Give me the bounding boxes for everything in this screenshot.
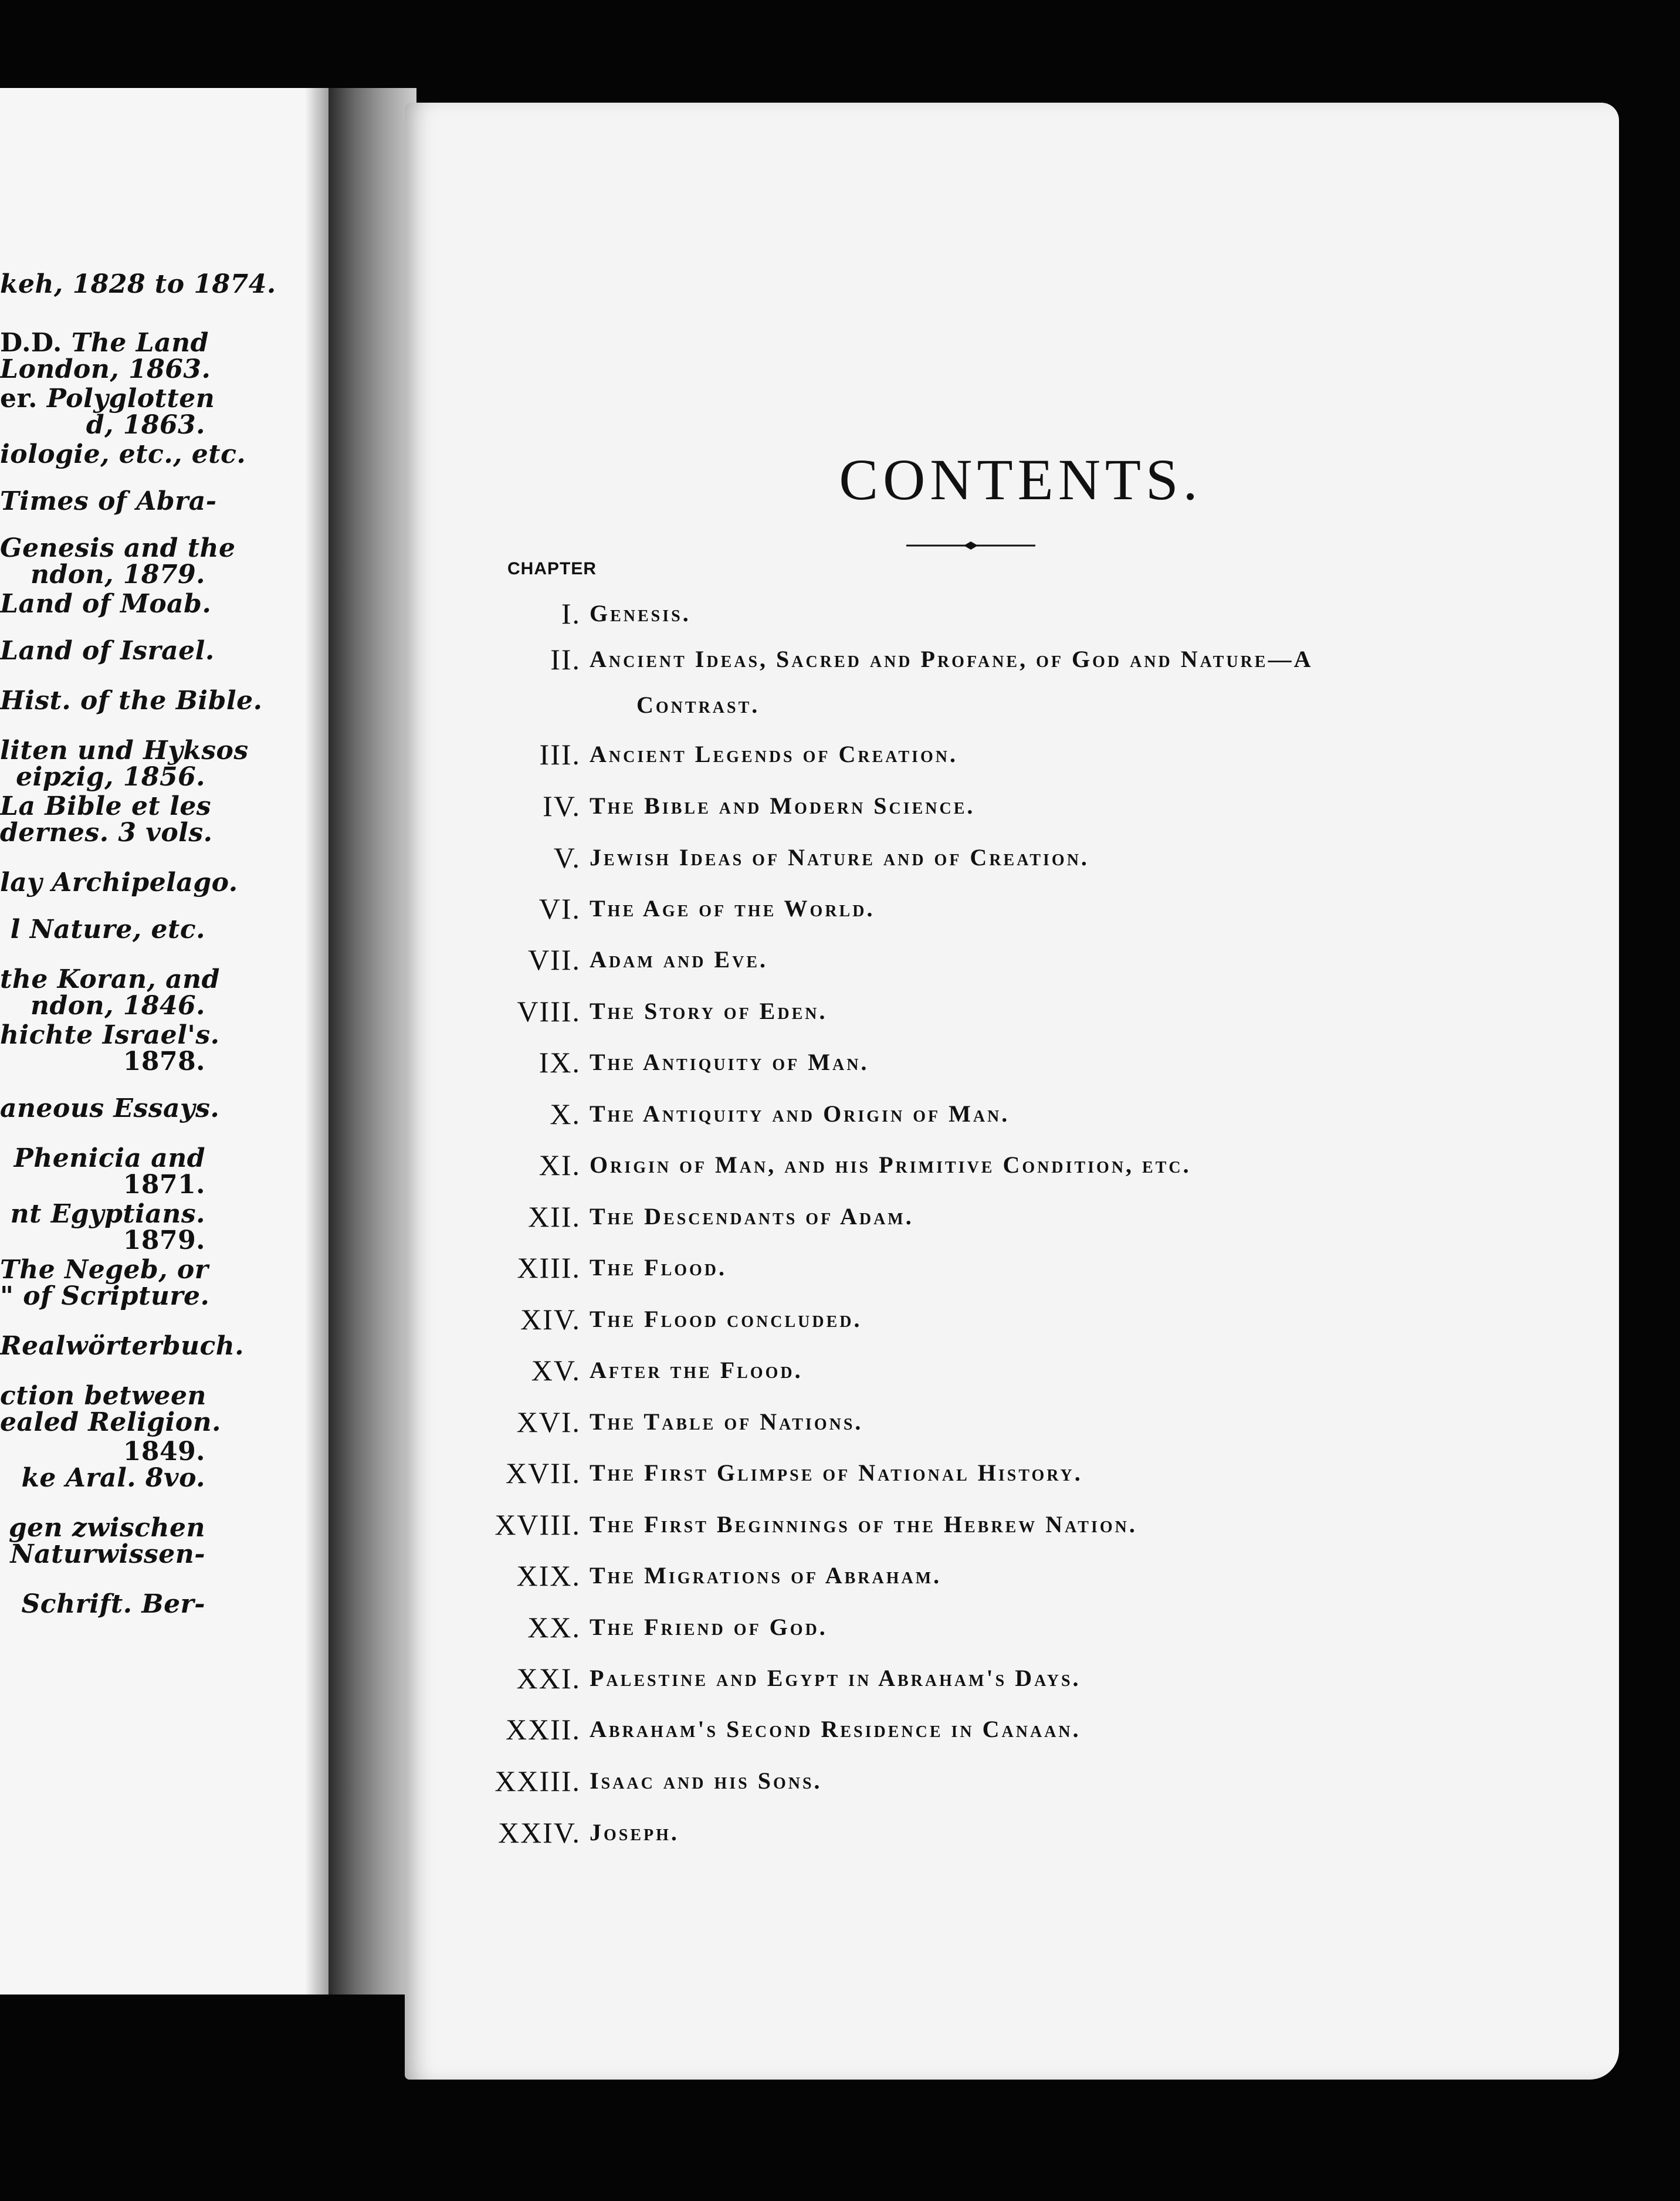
left-page-line [0,533,236,563]
left-page-line [0,964,220,994]
left-page-line-text: The Land [71,328,209,358]
left-page-line [0,486,217,516]
chapter-number: XIII. [517,1251,581,1284]
chapter-title: Ancient Legends of Creation. [590,741,958,767]
left-page-line-text: liten und Hyksos [0,736,249,766]
chapter-number: XIV. [520,1303,581,1336]
spine-shadow [305,88,328,1995]
chapter-number: VIII. [517,995,581,1028]
left-page-line [0,636,215,666]
chapter-title: The Table of Nations. [590,1408,863,1435]
chapter-column-label: CHAPTER [507,559,597,578]
left-page-line-text: ndon, 1879. [30,560,205,590]
left-page-line [0,915,205,944]
left-page-line-text: Schrift. Ber- [21,1589,205,1619]
left-page-line [0,1144,205,1173]
chapter-title: Jewish Ideas of Nature and of Creation. [590,844,1089,871]
chapter-title: The Story of Eden. [590,998,828,1024]
chapter-title: The First Beginnings of the Hebrew Nation. [590,1511,1137,1538]
left-page-line [0,868,238,898]
left-page-line [0,589,212,619]
left-page [0,88,328,1995]
left-page-line-text: lay Archipelago. [0,868,238,898]
book-gutter [328,88,416,1995]
chapter-title: Abraham's Second Residence in Canaan. [590,1716,1081,1742]
chapter-number: XXI. [516,1662,581,1695]
left-page-line-text: keh, 1828 to 1874. [0,269,276,299]
left-page-line [0,354,211,384]
left-page-line [0,384,215,414]
title-ornament [906,540,1035,551]
left-page-line [0,686,263,716]
chapter-number: XIX. [516,1559,581,1592]
left-page-line-text: the Koran, and [0,964,220,994]
left-page-line-text: Times of Abra- [0,486,217,516]
left-page-line-text: " of Scripture. [0,1281,210,1311]
left-page-line-text: Land of Israel. [0,636,215,666]
left-page-line [0,1540,205,1569]
left-page-line-text: London, 1863. [0,354,211,384]
left-page-line [0,269,276,299]
left-page-line-text: ealed Religion. [0,1407,221,1437]
chapter-title: The Descendants of Adam. [590,1203,914,1230]
left-page-line [0,763,205,792]
left-page-line-text: ndon, 1846. [30,991,205,1021]
chapter-number: II. [550,643,581,676]
left-page-line [0,1437,205,1467]
left-page-line-text: nt Egyptians. [10,1199,205,1229]
left-page-line-text: The Negeb, or [0,1255,209,1285]
chapter-title: The Flood. [590,1254,727,1281]
chapter-number: IV. [543,790,581,822]
chapter-title: The Age of the World. [590,895,875,922]
left-page-line-text: ke Aral. 8vo. [21,1463,205,1493]
left-page-line [0,1200,205,1229]
left-page-line [0,560,205,590]
left-page-line [0,1170,205,1200]
chapter-title: Ancient Ideas, Sacred and Profane, of God and Nature—A [590,646,1313,672]
chapter-title: Adam and Eve. [590,946,768,973]
chapter-title: Genesis. [590,600,691,627]
left-page-line [0,439,246,469]
left-page-line-text: Hist. of the Bible. [0,686,263,716]
chapter-number: XI. [538,1149,581,1181]
chapter-number: XVII. [505,1457,581,1489]
chapter-number: XII. [528,1200,581,1233]
chapter-number: XXIV. [497,1816,581,1849]
left-page-line [0,736,249,766]
chapter-number: XVI. [516,1406,581,1438]
chapter-title: Joseph. [590,1819,679,1846]
chapter-number: III. [539,738,581,771]
chapter-title: After the Flood. [590,1357,803,1383]
chapter-title: Palestine and Egypt in Abraham's Days. [590,1665,1081,1691]
chapter-number: XX. [527,1611,581,1644]
chapter-title: The Migrations of Abraham. [590,1562,942,1589]
left-page-line-text: aneous Essays. [0,1093,220,1123]
chapter-title: The Flood concluded. [590,1306,862,1332]
chapter-number: XV. [531,1354,581,1387]
left-page-line-text: D.D. [0,328,72,358]
left-page-line-text: hichte Israel's. [0,1020,220,1050]
chapter-title: The Bible and Modern Science. [590,793,976,819]
chapter-title: The Antiquity of Man. [590,1049,869,1075]
chapter-number: IX. [538,1046,581,1079]
left-page-line-text: gen zwischen [8,1513,205,1543]
chapter-number: VI. [538,892,581,925]
left-page-line-text: ction between [0,1381,206,1411]
left-page-line [0,411,205,440]
left-page-line-text: Genesis and the [0,533,236,563]
left-page-line-text: eipzig, 1856. [16,762,205,792]
left-page-line-text: 1871. [123,1170,205,1200]
chapter-number: XXIII. [494,1765,581,1797]
contents-page [405,103,1619,2080]
left-page-line [0,1590,205,1619]
chapter-number: X. [550,1098,581,1130]
left-page-line [0,1281,210,1311]
left-page-line-text: er. [0,384,47,414]
left-page-line [0,1255,209,1285]
chapter-title: Isaac and his Sons. [590,1767,822,1794]
left-page-line-text: 1878. [123,1047,205,1076]
chapter-title: The Friend of God. [590,1614,828,1640]
left-page-line [0,818,213,848]
left-page-line [0,1226,205,1255]
left-page-line [0,1093,220,1123]
left-page-line [0,1047,205,1076]
left-page-line-text: Phenicia and [13,1143,205,1173]
left-page-line-text: Naturwissen- [10,1539,205,1569]
left-page-line [0,328,209,358]
left-page-line [0,1407,221,1437]
chapter-number: XVIII. [494,1508,581,1541]
left-page-line [0,1020,220,1050]
left-page-line-text: Realwörterbuch. [0,1331,245,1361]
left-page-line-text: 1849. [123,1437,205,1467]
page-title: CONTENTS. [839,447,1203,512]
left-page-line-text: Land of Moab. [0,589,212,619]
left-page-line-text: 1879. [123,1225,205,1255]
left-page-line-text: dernes. 3 vols. [0,818,213,848]
chapter-number: V. [553,841,581,874]
left-page-line-text: La Bible et les [0,791,212,821]
left-page-line [0,1513,205,1543]
left-page-line [0,991,205,1021]
left-page-line-text: d, 1863. [86,410,205,440]
left-page-line-text: iologie, etc., etc. [0,439,246,469]
chapter-title-continued: Contrast. [636,692,760,718]
left-page-line [0,1331,245,1361]
left-page-line [0,1464,205,1493]
left-page-line [0,791,212,821]
left-page-line-text: Polyglotten [46,384,215,414]
chapter-number: I. [561,597,581,630]
chapter-title: Origin of Man, and his Primitive Condition, etc. [590,1152,1191,1178]
left-page-line [0,1381,205,1411]
chapter-number: VII. [528,943,581,976]
chapter-number: XXII. [505,1713,581,1746]
left-page-line-text: l Nature, etc. [10,915,205,944]
chapter-title: The Antiquity and Origin of Man. [590,1100,1010,1127]
chapter-title: The First Glimpse of National History. [590,1460,1083,1486]
